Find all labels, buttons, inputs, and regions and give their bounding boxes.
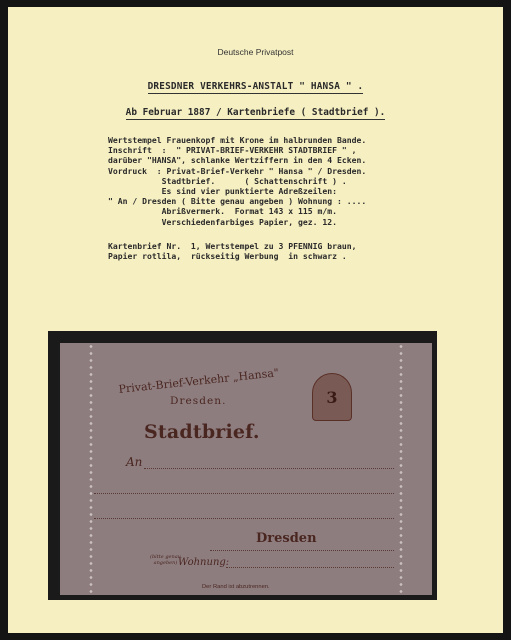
desc-line: Wertstempel Frauenkopf mit Krone im halbrunden Bande. bbox=[108, 135, 367, 145]
value-stamp bbox=[312, 373, 352, 421]
title-text: DRESDNER VERKEHRS-ANSTALT " HANSA " . bbox=[147, 81, 364, 92]
desc-line: Stadtbrief. ( Schattenschrift ) . bbox=[108, 175, 347, 186]
description-block bbox=[108, 135, 428, 261]
paren-line-2: angeben) bbox=[153, 560, 178, 566]
card-city: Dresden. bbox=[170, 395, 227, 407]
desc-line: Vordruck : Privat-Brief-Verkehr " Hansa " / Dresden. bbox=[108, 165, 367, 176]
page-header: Deutsche Privatpost bbox=[217, 47, 294, 57]
desc-line: Inschrift : " PRIVAT-BRIEF-VERKEHR STADTBRIEF " , bbox=[108, 145, 357, 156]
card-top-line: Privat-Brief-Verkehr „Hansa" bbox=[118, 366, 280, 396]
page-subtitle bbox=[8, 107, 503, 118]
address-line-3 bbox=[94, 518, 394, 519]
wohnung-line bbox=[226, 567, 394, 568]
paren-line-1: (bitte genau bbox=[150, 554, 181, 560]
wohnung-label: Wohnung: bbox=[178, 557, 230, 568]
address-line-4 bbox=[210, 550, 394, 551]
address-line-2 bbox=[94, 493, 394, 494]
postal-card bbox=[60, 343, 432, 595]
desc-line: darüber "HANSA", schlanke Wertziffern in den 4 Ecken. bbox=[108, 155, 367, 166]
desc-line: " An / Dresden ( Bitte genau angeben ) Wohnung : .... bbox=[108, 196, 367, 207]
desc-line: Abrißvermerk. Format 143 x 115 m/m. bbox=[108, 206, 338, 217]
address-city: Dresden bbox=[256, 531, 317, 546]
subtitle-text: Ab Februar 1887 / Kartenbriefe ( Stadtbrief ). bbox=[125, 107, 386, 118]
tear-note: Der Rand ist abzutrennen. bbox=[202, 584, 270, 590]
page-title bbox=[8, 81, 503, 92]
paren-note bbox=[150, 554, 181, 566]
desc-line: Verschiedenfarbiges Papier, gez. 12. bbox=[108, 216, 338, 227]
perforation-left bbox=[88, 343, 94, 595]
note-line: Kartenbrief Nr. 1, Wertstempel zu 3 PFENNIG braun, bbox=[108, 240, 357, 251]
address-line-1 bbox=[144, 468, 394, 469]
address-prefix: An bbox=[126, 455, 143, 469]
stamp-value: 3 bbox=[326, 388, 338, 407]
perforation-right bbox=[398, 343, 404, 595]
card-main-title: Stadtbrief. bbox=[144, 421, 260, 443]
desc-line: Es sind vier punktierte Adreßzeilen: bbox=[108, 186, 338, 197]
note-line: Papier rotlila, rückseitig Werbung in schwarz . bbox=[108, 251, 347, 262]
